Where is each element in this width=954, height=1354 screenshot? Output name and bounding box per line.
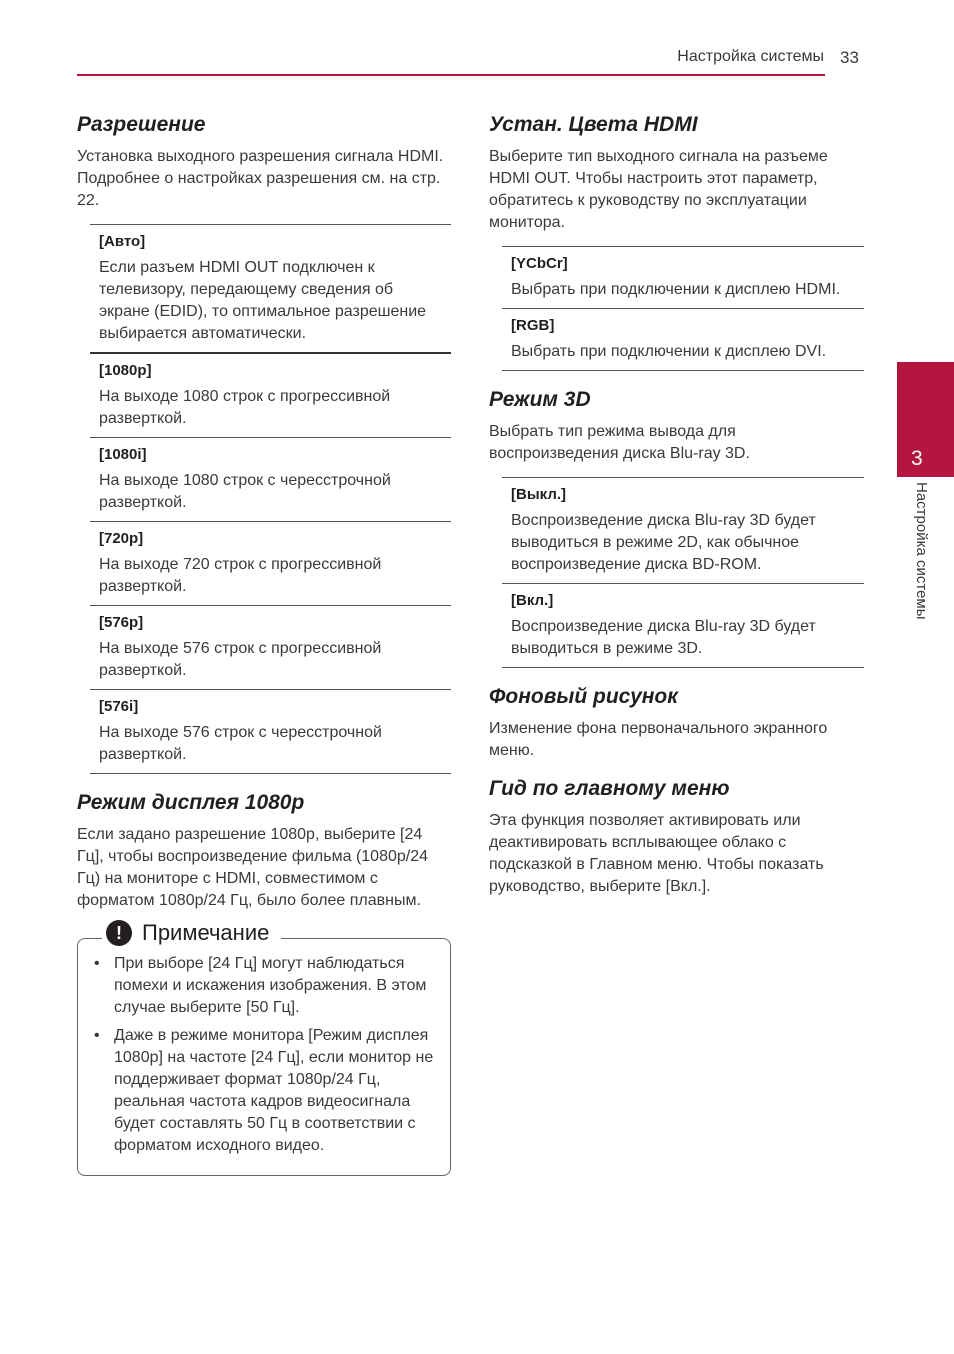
option-key: [1080i]: [99, 446, 147, 463]
bullet-icon: •: [94, 955, 100, 972]
option-row: [90, 354, 451, 438]
chapter-number: 3: [911, 447, 923, 470]
note-box: [77, 920, 451, 1176]
option-description: Выбрать при подключении к дисплею HDMI.: [511, 281, 841, 298]
header-section-title: Настройка системы: [677, 48, 824, 65]
option-key: [576i]: [99, 698, 139, 715]
mode-3d-heading: Режим 3D: [489, 388, 591, 411]
exclamation-icon: !: [106, 920, 132, 946]
option-description: На выходе 576 строк с чересстрочной разверткой.: [99, 724, 382, 763]
option-key: [1080p]: [99, 362, 152, 379]
display-mode-heading: Режим дисплея 1080p: [77, 791, 305, 814]
bullet-icon: •: [94, 1027, 100, 1044]
option-row: [90, 690, 451, 774]
note-item-text: При выборе [24 Гц] могут наблюдаться помехи и искажения изображения. В этом случае выберите [50 Гц].: [114, 955, 427, 1016]
mode-3d-description: Выбрать тип режима вывода для воспроизведения диска Blu-ray 3D.: [489, 423, 750, 462]
chapter-label: Настройка системы: [913, 482, 930, 620]
option-row: [502, 478, 864, 584]
option-row: [502, 309, 864, 371]
option-description: Если разъем HDMI OUT подключен к телевизору, передающему сведения об экране (EDID), то оптимальное разрешение выбирается автоматически.: [99, 259, 427, 342]
option-key: [720p]: [99, 530, 144, 547]
resolution-options-table: [90, 224, 451, 774]
left-column: [77, 110, 451, 1176]
display-mode-description: Если задано разрешение 1080p, выберите [24 Гц], чтобы воспроизведение фильма (1080p/24 Гц) на мониторе с HDMI, совместимом с форматом 1080p/24 Гц, было более плавным.: [77, 826, 429, 909]
option-key: [YCbCr]: [511, 255, 568, 272]
option-row: [90, 606, 451, 690]
home-guide-description: Эта функция позволяет активировать или деактивировать всплывающее облако с подсказкой в Главном меню. Чтобы показать руководство, выберите [Вкл.].: [489, 812, 824, 895]
hdmi-color-heading: Устан. Цвета HDMI: [489, 113, 698, 136]
right-column: [489, 110, 864, 910]
resolution-heading: Разрешение: [77, 113, 206, 136]
wallpaper-heading: Фоновый рисунок: [489, 685, 678, 708]
option-row: [90, 438, 451, 522]
option-description: На выходе 720 строк с прогрессивной разверткой.: [99, 556, 382, 595]
option-description: На выходе 1080 строк с чересстрочной разверткой.: [99, 472, 391, 511]
option-description: На выходе 576 строк с прогрессивной разверткой.: [99, 640, 382, 679]
chapter-tab: [897, 362, 954, 477]
resolution-description: Установка выходного разрешения сигнала HDMI. Подробнее о настройках разрешения см. на стр. 22.: [77, 148, 444, 209]
option-key: [576p]: [99, 614, 144, 631]
page-number: 33: [840, 48, 859, 67]
option-description: Воспроизведение диска Blu-ray 3D будет выводиться в режиме 2D, как обычное воспроизведение диска BD-ROM.: [511, 512, 816, 573]
option-key: [Авто]: [99, 233, 146, 250]
option-row: [90, 225, 451, 354]
option-key: [RGB]: [511, 317, 555, 334]
header-divider: [77, 74, 825, 76]
hdmi-color-options-table: [502, 246, 864, 371]
hdmi-color-description: Выберите тип выходного сигнала на разъеме HDMI OUT. Чтобы настроить этот параметр, обратитесь к руководству по эксплуатации монитора.: [489, 148, 828, 231]
option-description: Выбрать при подключении к дисплею DVI.: [511, 343, 827, 360]
option-row: [502, 247, 864, 309]
home-guide-heading: Гид по главному меню: [489, 777, 730, 800]
option-row: [502, 584, 864, 668]
option-key: [Вкл.]: [511, 592, 554, 609]
option-description: На выходе 1080 строк с прогрессивной разверткой.: [99, 388, 391, 427]
option-description: Воспроизведение диска Blu-ray 3D будет выводиться в режиме 3D.: [511, 618, 816, 657]
mode-3d-options-table: [502, 477, 864, 668]
option-row: [90, 522, 451, 606]
note-title: Примечание: [142, 920, 270, 945]
wallpaper-description: Изменение фона первоначального экранного меню.: [489, 720, 828, 759]
note-item-text: Даже в режиме монитора [Режим дисплея 1080p] на частоте [24 Гц], если монитор не поддерживает формат 1080p/24 Гц, реальная частота кадров видеосигнала будет составлять 50 Гц в соответствии с форматом исходного видео.: [114, 1027, 434, 1154]
option-key: [Выкл.]: [511, 486, 567, 503]
note-item: [92, 953, 438, 1019]
note-header: [102, 920, 281, 946]
note-item: [92, 1025, 438, 1157]
